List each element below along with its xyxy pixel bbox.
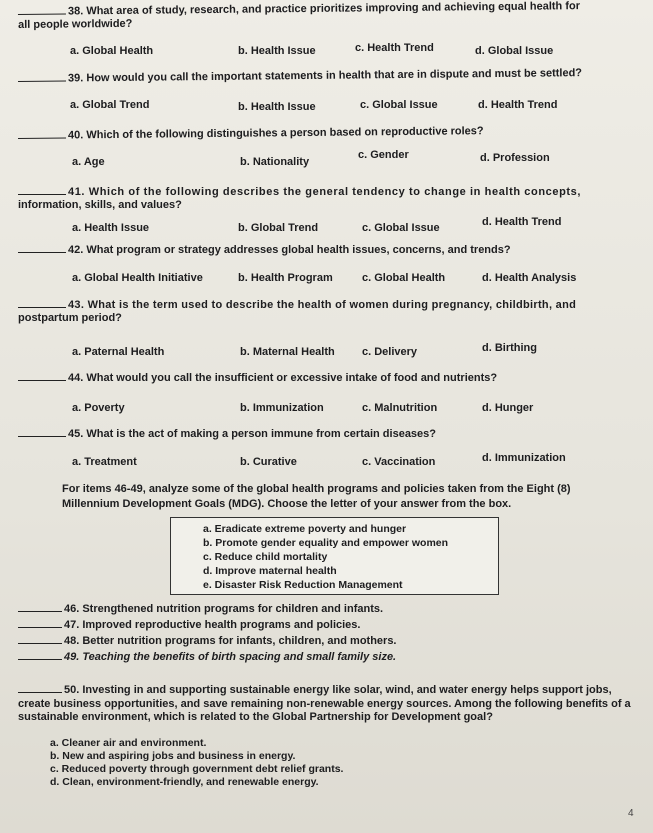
option-b: b. Nationality bbox=[240, 156, 310, 168]
option-a: a. Treatment bbox=[72, 456, 137, 468]
option-d: d. Birthing bbox=[482, 342, 537, 354]
answer-blank[interactable] bbox=[18, 4, 66, 15]
answer-blank[interactable] bbox=[18, 128, 66, 139]
option-c: c. Malnutrition bbox=[362, 402, 438, 414]
answer-blank[interactable] bbox=[18, 185, 66, 195]
question-number: 38. bbox=[67, 5, 84, 18]
answer-blank[interactable] bbox=[18, 618, 62, 628]
item-46 bbox=[18, 602, 383, 615]
question-number: 42. bbox=[68, 244, 84, 256]
item-48 bbox=[18, 634, 397, 647]
answer-blank[interactable] bbox=[18, 427, 66, 437]
answer-blank[interactable] bbox=[18, 243, 66, 253]
option-a: a. Paternal Health bbox=[72, 346, 165, 358]
answer-blank[interactable] bbox=[18, 683, 62, 693]
option-c: c. Health Trend bbox=[355, 42, 434, 54]
question-text-cont: all people worldwide? bbox=[18, 17, 133, 31]
option-d: d. Immunization bbox=[482, 452, 566, 464]
option-c: c. Global Issue bbox=[362, 222, 440, 234]
option-c: c. Gender bbox=[358, 149, 409, 161]
question-number: 45. bbox=[68, 428, 84, 440]
instructions: For items 46-49, analyze some of the global health programs and policies taken from the Eight (8) Millennium Development Goals (MDG). Choose the letter of your answer from the box. bbox=[62, 483, 571, 510]
option-d: d. Health Trend bbox=[482, 216, 562, 228]
question-text-cont: information, skills, and values? bbox=[18, 199, 182, 211]
choices-box bbox=[170, 517, 499, 595]
box-choice-e: e. Disaster Risk Reduction Management bbox=[203, 579, 403, 591]
option-b: b. Global Trend bbox=[238, 222, 319, 234]
item-text: 46. Strengthened nutrition programs for children and infants. bbox=[64, 603, 384, 615]
option-a: a. Global Health Initiative bbox=[72, 272, 203, 284]
option-b: b. New and aspiring jobs and business in energy. bbox=[50, 750, 296, 762]
option-b: b. Maternal Health bbox=[240, 346, 335, 358]
question-text: What program or strategy addresses global health issues, concerns, and trends? bbox=[86, 244, 511, 256]
question-text: Which of the following distinguishes a person based on reproductive roles? bbox=[86, 125, 484, 142]
question-42 bbox=[18, 243, 635, 257]
answer-blank[interactable] bbox=[18, 371, 66, 381]
question-text: What area of study, research, and practice prioritizes improving and achieving equal health for bbox=[86, 0, 581, 18]
option-c: c. Reduced poverty through government debt relief grants. bbox=[50, 763, 344, 775]
box-choice-b: b. Promote gender equality and empower women bbox=[203, 537, 449, 549]
option-b: b. Health Issue bbox=[238, 101, 316, 113]
option-c: c. Delivery bbox=[362, 346, 418, 358]
question-text: How would you call the important statements in health that are in dispute and must be settled? bbox=[86, 67, 583, 85]
option-a: a. Cleaner air and environment. bbox=[50, 737, 207, 749]
option-b: b. Curative bbox=[240, 456, 297, 468]
box-choice-c: c. Reduce child mortality bbox=[203, 551, 328, 563]
question-number: 41. bbox=[68, 186, 86, 198]
option-d: d. Clean, environment-friendly, and renewable energy. bbox=[50, 776, 319, 788]
question-number: 39. bbox=[67, 72, 84, 85]
option-d: d. Hunger bbox=[482, 402, 534, 414]
question-text: What would you call the insufficient or excessive intake of food and nutrients? bbox=[86, 372, 498, 384]
answer-blank[interactable] bbox=[18, 634, 62, 644]
option-a: a. Age bbox=[72, 156, 105, 168]
answer-blank[interactable] bbox=[18, 71, 66, 82]
option-d: d. Profession bbox=[480, 152, 550, 164]
option-b: b. Health Issue bbox=[238, 45, 316, 57]
option-a: a. Global Trend bbox=[70, 99, 150, 111]
option-d: d. Health Trend bbox=[478, 99, 558, 111]
option-c: c. Global Health bbox=[362, 272, 446, 284]
option-d: d. Health Analysis bbox=[482, 272, 577, 284]
box-choice-d: d. Improve maternal health bbox=[203, 565, 337, 577]
question-text: What is the act of making a person immune from certain diseases? bbox=[86, 428, 437, 440]
box-choice-a: a. Eradicate extreme poverty and hunger bbox=[203, 523, 407, 535]
option-c: c. Global Issue bbox=[360, 99, 438, 111]
question-41 bbox=[18, 185, 635, 212]
question-40 bbox=[18, 123, 635, 143]
item-47 bbox=[18, 618, 360, 631]
question-50 bbox=[18, 683, 633, 725]
question-44 bbox=[18, 371, 635, 385]
question-text: 50. Investing in and supporting sustainable energy like solar, wind, and water energy helps support jobs, create business opportunities, and save remaining non-renewable energy sources. Among the following benefits of a sustainable environment, which is related to the Global Partnership for Development goal? bbox=[18, 684, 631, 723]
question-text: Which of the following describes the general tendency to change in health concepts, bbox=[88, 186, 582, 198]
page-number: 4 bbox=[628, 808, 634, 819]
option-d: d. Global Issue bbox=[475, 45, 554, 57]
option-c: c. Vaccination bbox=[362, 456, 436, 468]
item-49 bbox=[18, 650, 396, 663]
options-50 bbox=[50, 737, 343, 789]
item-text: 49. Teaching the benefits of birth spacing and small family size. bbox=[64, 651, 397, 663]
question-45 bbox=[18, 427, 635, 441]
question-text-cont: postpartum period? bbox=[18, 312, 122, 324]
option-b: b. Immunization bbox=[240, 402, 324, 414]
item-text: 48. Better nutrition programs for infants, children, and mothers. bbox=[64, 635, 397, 647]
item-text: 47. Improved reproductive health programs and policies. bbox=[64, 619, 361, 631]
option-a: a. Global Health bbox=[70, 45, 154, 57]
question-38 bbox=[18, 0, 635, 32]
option-a: a. Health Issue bbox=[72, 222, 150, 234]
option-b: b. Health Program bbox=[238, 272, 333, 284]
answer-blank[interactable] bbox=[18, 650, 62, 660]
answer-blank[interactable] bbox=[18, 298, 66, 308]
question-39 bbox=[18, 66, 635, 86]
question-number: 40. bbox=[67, 129, 84, 142]
question-number: 44. bbox=[68, 372, 84, 384]
question-number: 43. bbox=[68, 299, 85, 311]
question-text: What is the term used to describe the health of women during pregnancy, childbirth, and bbox=[87, 299, 577, 311]
answer-blank[interactable] bbox=[18, 602, 62, 612]
question-43 bbox=[18, 298, 635, 325]
option-a: a. Poverty bbox=[72, 402, 125, 414]
